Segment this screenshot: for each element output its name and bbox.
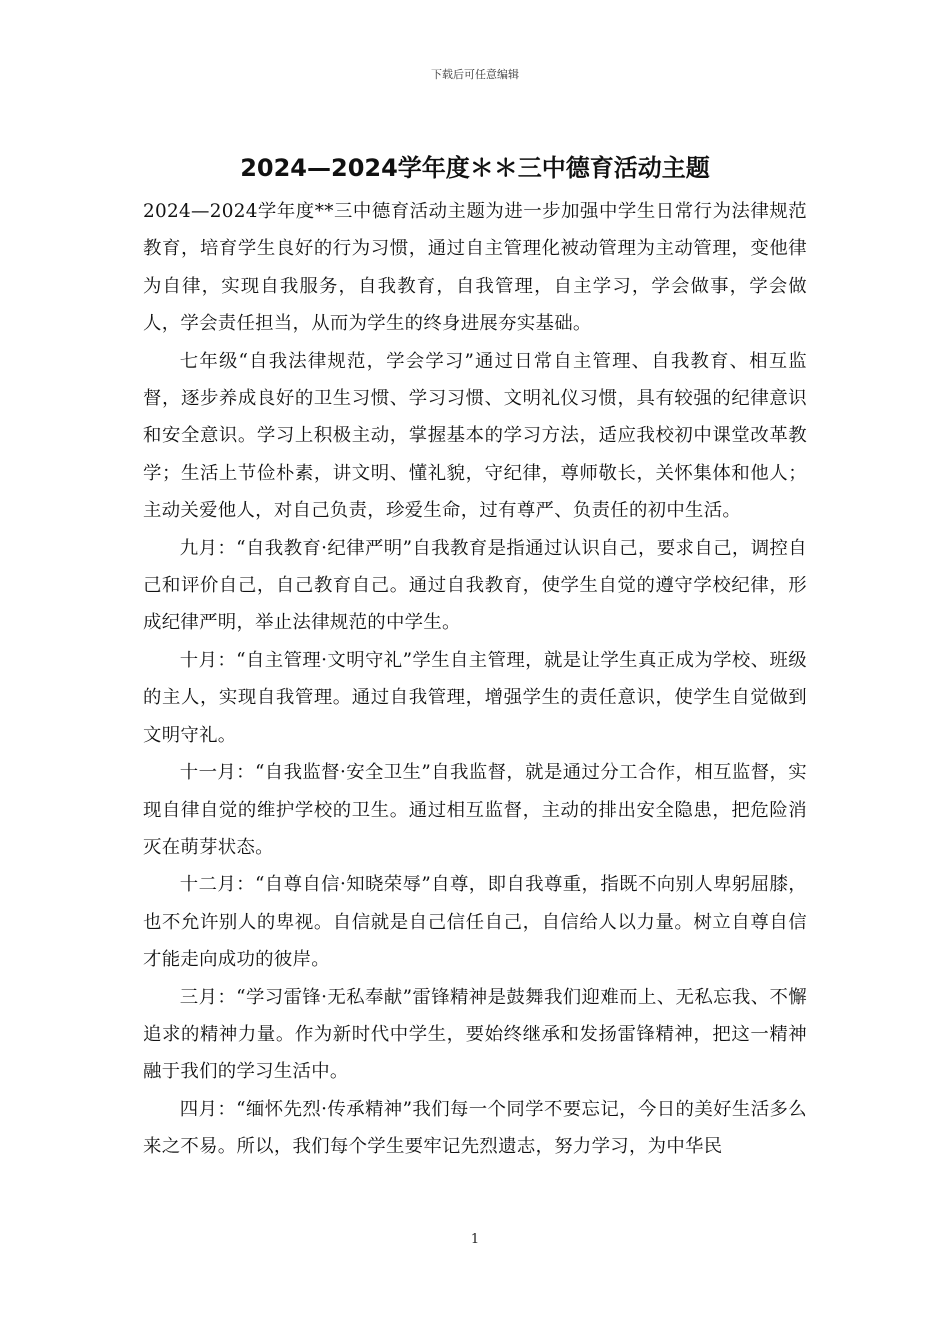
paragraph-intro: 2024—2024学年度**三中德育活动主题为进一步加强中学生日常行为法律规范教育，培育学生良好的行为习惯，通过自主管理化被动管理为主动管理，变他律为自律，实现自我服务，自我教育，自我管理，自主学习，学会做事，学会做人，学会责任担当，从而为学生的终身进展夯实基础。 — [143, 201, 807, 335]
paragraph-april: 四月：“缅怀先烈·传承精神”我们每一个同学不要忘记，今日的美好生活多么来之不易。所以，我们每个学生要牢记先烈遗志，努力学习，为中华民 — [143, 1098, 807, 1158]
page-number: 1 — [470, 1232, 480, 1247]
paragraph-november: 十一月：“自我监督·安全卫生”自我监督，就是通过分工合作，相互监督，实现自律自觉的维护学校的卫生。通过相互监督，主动的排出安全隐患，把危险消灭在萌芽状态。 — [143, 762, 807, 858]
paragraph-grade-seven: 七年级“自我法律规范，学会学习”通过日常自主管理、自我教育、相互监督，逐步养成良好的卫生习惯、学习习惯、文明礼仪习惯，具有较强的纪律意识和安全意识。学习上积极主动，掌握基本的学习方法，适应我校初中课堂改革教学；生活上节俭朴素，讲文明、懂礼貌，守纪律，尊师敬长，关怀集体和他人；主动关爱他人，对自己负责，珍爱生命，过有尊严、负责任的初中生活。 — [143, 350, 807, 522]
document-body — [143, 193, 807, 1166]
paragraph-september: 九月：“自我教育·纪律严明”自我教育是指通过认识自己，要求自己，调控自己和评价自己，自己教育自己。通过自我教育，使学生自觉的遵守学校纪律，形成纪律严明，举止法律规范的中学生。 — [143, 537, 807, 634]
header-note: 下载后可任意编辑 — [431, 68, 519, 81]
paragraph-october: 十月：“自主管理·文明守礼”学生自主管理，就是让学生真正成为学校、班级的主人，实现自我管理。通过自我管理，增强学生的责任意识，使学生自觉做到文明守礼。 — [143, 649, 807, 746]
document-title: 2024—2024学年度＊＊三中德育活动主题 — [240, 154, 710, 182]
paragraph-december: 十二月：“自尊自信·知晓荣辱”自尊，即自我尊重，指既不向别人卑躬屈膝，也不允许别人的卑视。自信就是自己信任自己，自信给人以力量。树立自尊自信才能走向成功的彼岸。 — [143, 874, 807, 971]
paragraph-march: 三月：“学习雷锋·无私奉献”雷锋精神是鼓舞我们迎难而上、无私忘我、不懈追求的精神力量。作为新时代中学生，要始终继承和发扬雷锋精神，把这一精神融于我们的学习生活中。 — [143, 986, 807, 1083]
